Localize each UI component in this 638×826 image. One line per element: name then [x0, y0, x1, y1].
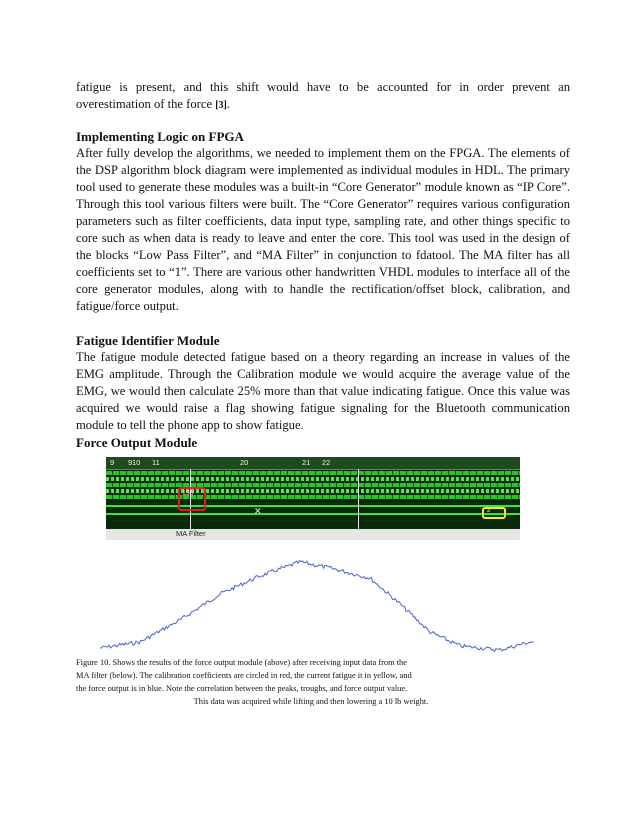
- citation-ref: [3]: [215, 100, 227, 111]
- section-heading-force: Force Output Module: [76, 435, 198, 450]
- section-body-fpga: After fully develop the algorithms, we needed to implement them on the FPGA. The elements of the DSP algorithm block diagram were implemented as individual modules in HDL. The primary tool used to generate these modules was a built-in “Core Generator” module known as “IP Core”. Through this tool various filters were built. The “Core Generator” requires various configuration parameters such as filter coefficients, data input type, sampling rate, and other things specific to core such as when data is ready to leave and enter the core. This tool was used in the design of the blocks “Low Pass Filter”, and “MA Filter” in conjunction to fdatool. The MA filter has all coefficients set to “1”. There are various other handwritten VHDL modules to interface all of the core generator modules, along with to handle the rectification/offset block, calibration, and fatigue/force output.: [76, 146, 570, 313]
- ruler-tick: 11: [152, 458, 160, 467]
- ruler-tick: 9: [128, 458, 133, 467]
- section-fatigue: [76, 332, 570, 434]
- signal-trace: [106, 495, 520, 499]
- waveform-ruler: [106, 457, 520, 470]
- signal-trace: [106, 477, 520, 481]
- waveform-screenshot: [106, 457, 520, 529]
- waveform-label: MA Filter: [176, 529, 206, 538]
- paragraph-text: fatigue is present, and this shift would have to be accounted for in order prevent an overestimation of the force: [76, 80, 570, 111]
- signal-trace: [106, 483, 520, 487]
- cursor-line: [358, 469, 359, 529]
- fatigue-value: 2: [487, 508, 491, 514]
- signal-trace: [106, 513, 520, 515]
- ruler-tick: 22: [322, 458, 331, 467]
- calibration-value: 196: [182, 490, 194, 497]
- fatigue-highlight: [482, 507, 506, 519]
- caption-line: the force output is in blue. Note the correlation between the peaks, troughs, and force output value.: [76, 684, 408, 693]
- paragraph-continuation: fatigue is present, and this shift would have to be accounted for in order prevent an overestimation of the force [3].: [76, 80, 570, 111]
- section-heading-fpga: Implementing Logic on FPGA: [76, 129, 244, 144]
- section-heading-fatigue: Fatigue Identifier Module: [76, 333, 220, 348]
- ruler-tick: 9: [110, 458, 115, 467]
- signal-trace: [106, 489, 520, 493]
- section-force: [76, 434, 570, 451]
- caption-line: MA filter (below). The calibration coefficients are circled in red, the current fatigue it in yellow, and: [76, 671, 412, 680]
- ruler-tick: 20: [240, 458, 249, 467]
- signal-trace: [106, 505, 520, 507]
- caption-line: Figure 10. Shows the results of the force output module (above) after receiving input data from the: [76, 658, 407, 667]
- ruler-tick: 10: [132, 458, 141, 467]
- marker-icon: ✕: [254, 507, 262, 517]
- ruler-tick: 21: [302, 458, 311, 467]
- caption-line: This data was acquired while lifting and then lowering a 10 lb weight.: [193, 697, 429, 706]
- section-fpga: [76, 128, 570, 315]
- signal-trace: [106, 471, 520, 475]
- force-output-plot: [100, 550, 540, 654]
- figure-caption: [76, 656, 546, 708]
- force-output-trace: [100, 561, 534, 652]
- section-body-fatigue: The fatigue module detected fatigue based on a theory regarding an increase in values of the EMG amplitude. Through the Calibration module we would acquire the average value of the EMG, we would then calculate 25% more than that value indicating fatigue. Once this value was acquired we would raise a flag showing fatigue signaling for the Bluetooth communication module to tell the phone app to show fatigue.: [76, 350, 570, 432]
- waveform-label-bar: [106, 529, 520, 540]
